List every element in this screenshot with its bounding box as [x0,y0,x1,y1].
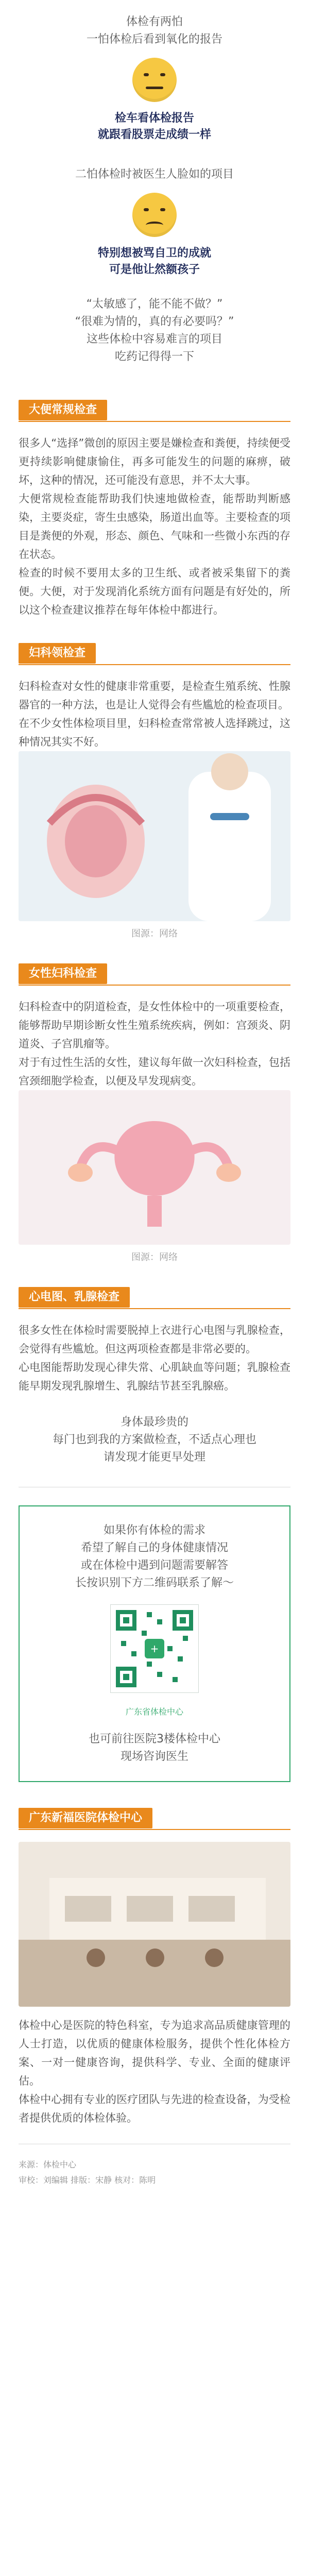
intro-msg-2-line-2: 可是他让然额孩子 [109,263,200,276]
section-para: 检查的时候不要用太多的卫生纸、或者被采集留下的粪便。大便，对于发现消化系统方面有问题是有好处的，所以这个检查建议推荐在每年体检中都进行。 [19,567,290,616]
closing-line-2: 每门也到我的方案做检查，不适点心理也 [52,1433,256,1446]
footer-editors: 审校：刘编辑 排版：宋静 核对：陈明 [19,2175,156,2185]
section-para: 很多女性在体检时需要脱掉上衣进行心电图与乳腺检查，会觉得有些尴尬。但这两项检查都是非常必要的。 [19,1324,290,1355]
contact-box [19,1505,290,1782]
quote-3: 这些体检中容易难言的项目 [86,333,222,346]
info-after-2: 现场咨询医生 [120,1750,188,1763]
center-para: 体检中心拥有专业的医疗团队与先进的检查设备，为受检者提供优质的体检体验。 [19,2093,290,2124]
intro-section [0,0,309,366]
section-tag: 广东新福医院体检中心 [19,1808,152,1828]
reception-photo [19,1842,290,2007]
quote-4: 吃药记得得一下 [114,350,194,363]
section-title-ecg-breast [19,1284,290,1312]
section-tag: 妇科领检查 [19,643,96,664]
section-para: 妇科检查对女性的健康非常重要，是检查生殖系统、性腺器官的一种方法，也是让人觉得会有些尴尬的检查项目。 [19,680,290,711]
qr-label: 广东省体检中心 [125,1707,183,1717]
section-title-gyne [19,640,290,668]
intro-msg-1-line-1: 检车看体检报告 [114,112,194,125]
section-tag: 大便常规检查 [19,400,107,420]
section-tag: 女性妇科检查 [19,963,107,984]
quote-2: “很难为情的，真的有必要吗？” [75,315,234,328]
section-para: 妇科检查中的阴道检查，是女性体检中的一项重要检查，能够帮助早期诊断女性生殖系统疾病，例如：宫颈炎、阴道炎、子宫肌瘤等。 [19,1001,290,1050]
intro-msg-1-line-2: 就跟看股票走成绩一样 [97,128,211,141]
quote-1: “太敏感了，能不能不做？” [86,298,223,311]
section-title-center [19,1805,290,1833]
svg-text:+: + [150,1642,159,1655]
divider [19,1480,290,1495]
section-para: 在不少女性体检项目里，妇科检查常常被人选择跳过，这种情况其实不好。 [19,717,290,748]
closing-line-3: 请发现才能更早处理 [103,1451,205,1464]
section-title-stool [19,397,290,425]
intro-line-3: 二怕体检时被医生人脸如的项目 [75,168,234,181]
image-caption: 图源：网络 [131,928,178,939]
info-after-1: 也可前往医院3楼体检中心 [89,1733,220,1745]
section-para: 很多人“选择”微创的原因主要是嫌检查和粪便，持续便受更持续影响健康愉住，再多可能发生的问题的麻痹，破坏，这种的情况，还可能没有意思，并不太大事。 [19,437,290,486]
image-caption: 图源：网络 [131,1252,178,1263]
info-line-3: 或在体检中遇到问题需要解答 [80,1559,228,1572]
info-line-1: 如果你有体检的需求 [103,1524,205,1537]
doctor-photo [19,751,290,921]
intro-line-2: 一怕体检后看到氧化的报告 [86,33,222,46]
section-para: 大便常规检查能帮助我们快速地做检查，能帮助判断感染，主要炎症，寄生虫感染，肠道出血等。主要检查的项目是粪便的外观，形态、颜色、气味和一些微小东西的存在状态。 [19,493,290,561]
info-line-2: 希望了解自己的身体健康情况 [80,1541,228,1554]
center-para: 体检中心是医院的特色科室，专为追求高品质健康管理的人士打造，以优质的健康体检服务，提供个性化体检方案、一对一健康咨询，提供科学、专业、全面的健康评估。 [19,2019,290,2087]
intro-line-1: 体检有两怕 [126,15,183,28]
section-para: 对于有过性生活的女性，建议每年做一次妇科检查，包括宫颈细胞学检查，以便及早发现病变。 [19,1056,290,1087]
uterus-illustration [19,1090,290,1245]
footer-meta [19,2157,290,2188]
section-para: 心电图能帮助发现心律失常、心肌缺血等问题；乳腺检查能早期发现乳腺增生、乳腺结节甚至乳腺癌。 [19,1361,290,1392]
footer-source: 来源：体检中心 [19,2160,77,2170]
closing-line-1: 身体最珍贵的 [120,1416,188,1429]
info-line-4: 长按识别下方二维码联系了解～ [75,1577,234,1589]
divider [19,2137,290,2152]
confused-face-icon [132,193,177,237]
section-tag: 心电图、乳腺检查 [19,1287,130,1308]
worried-face-icon [132,58,177,102]
section-title-female [19,960,290,988]
intro-msg-2-line-1: 特别想被骂自卫的成就 [97,247,211,260]
qr-code[interactable] [110,1604,199,1693]
closing-section [0,1414,309,1466]
